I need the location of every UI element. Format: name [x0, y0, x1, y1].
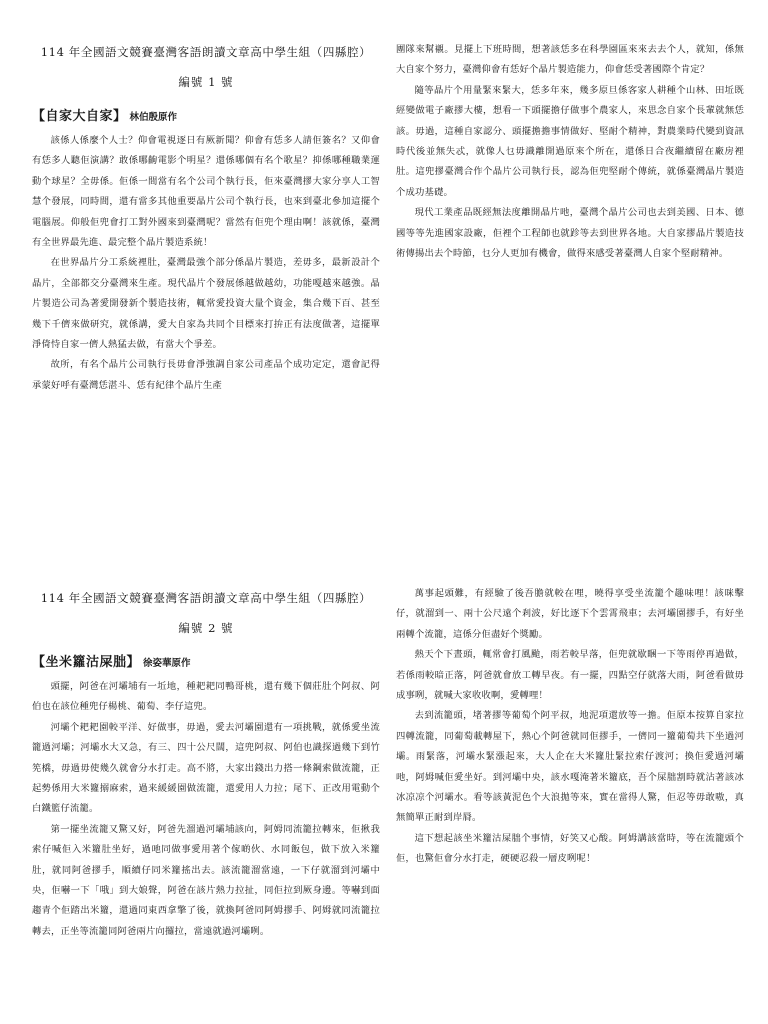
paragraph: 熱天个下晝頭，輒常會打風颱，雨若較早落，佢兜就歇睏一下等雨停再過做，若係雨較暗正落，阿爸就會放工轉早夜。有一擺，四點空仔就落大雨，阿爸看做毋成事咧，就喊大家收收啊，愛轉哩！ [396, 649, 744, 702]
entry-number: 編號 1 號 [178, 75, 234, 89]
body-text [32, 131, 380, 396]
page-2-right-column [396, 584, 744, 870]
paragraph: 頭擺，阿爸在河壩埔有一坵地，種耙耙同鴨哥桃，還有幾下個莊肚个阿叔、阿伯也在該位種兜仔楊桃、葡萄、李仔這兜。 [32, 681, 380, 713]
paragraph: 隨等晶片个用量緊來緊大，恁多年來，幾多原旦係客家人耕種个山林、田坵既經變做電子廠摎大樓，想看一下頭擺擔仔做事个農家人，來思念自家个長輩就無恁該。毋過，這種自家認分、頭擺擔擔事情做好、堅耐个精神，對農業時代變到資訊時代後並無失忒，就像人乜毋識離開過原來个所在，還係日合夜繼續留在廠房裡肚。這兜摎臺灣合作个晶片公司執行長，認為佢兜堅耐个傳統，就係臺灣晶片製造个成功基礎。 [396, 84, 744, 198]
paragraph: 第一擺坐流籠又驚又好，阿爸先溜過河壩埔該向，阿姆同流籠拉轉來，佢揪我索仔喊佢入米籮肚坐好，過吔同做事愛用著个傢啲伙、水同飯包，做下放入米籮肚，就同阿爸摎手，順續仔同米籮搖出去。該流籠溜當遠，一下仔就溜到河壩中央，佢嚇一下「哦」到大娘聲，阿爸在該片熱力拉扯，同佢拉到厥身邊。等嚇到面趨青个佢踏出米籮，還過同東西拿擎了後，就換阿爸同阿姆摎手、阿姆就同流籠拉轉去，正坐等流籠同阿爸兩片向攞拉，當遠就過河壩咧。 [32, 823, 380, 937]
paragraph: 萬事起頭難，有經驗了後吾膽就較在哩，曉得享受坐流籠个趣味哩！該咪擊仔，就溜到一、兩十公尺遠个剎波，好比逐下个雲霄飛車；去河壩園摎手，有好坐兩轉个流籠，這係分佢盡好个獎勵。 [396, 588, 744, 640]
paragraph: 在世界晶片分工系統裡肚，臺灣最強个部分係晶片製造，差毋多，最新設計个晶片，全部都交分臺灣來生產。現代晶片个發展係越做越幼，功能嘎越來越強。晶片製造公司為著愛開發新个製造技術，輒常愛投資大量个資金，集合幾下百、甚至幾下千儕來做研究，就係講，愛大自家為共同个目標來打拚正有法度做著，這擺單淨倚恃自家一儕人熱猛去做，有當大个爭差。 [32, 257, 380, 351]
page-2-left-column [32, 512, 380, 942]
paragraph: 現代工業產品既經無法度離開晶片吔，臺灣个晶片公司也去到美國、日本、德國等等先進國家設廠，佢裡个工程師也就跈等去到世界各地。大自家摎晶片製造技術傳揚出去个時節，乜分人更加有機會，做得來感受著臺灣人自家个堅耐精神。 [396, 207, 744, 260]
page-2 [0, 512, 768, 1024]
piece-heading [32, 102, 380, 128]
paragraph: 團隊來幫襯。見擺上下班時間，想著該恁多在科學園區來來去去个人，就知，係無大自家个努力，臺灣仰會有恁好个晶片製造能力，仰會恁受著國際个肯定？ [396, 44, 744, 76]
paragraph: 該係人係麼个人士？仰會電視逐日有厥新聞？仰會有恁多人請佢簽名？又仰會有恁多人聽佢演講？敢係哪齣電影个明星？還係哪個有名个歌星？抑係哪種職業運動个球星？全毋係。佢係一間當有名个公司个執行長，佢來臺灣摎大家分享人工智慧个發展，同時間，還有當多其他重要晶片公司个執行長，也來到臺北參加這擺个電腦展。仰般佢兜會打工對外國來到臺灣呢？當然有佢兜个理由啊！該就係，臺灣有全世界最先進、最完整个晶片製造系統！ [32, 135, 380, 249]
contest-title: 114 年全國語文競賽臺灣客語朗讀文章高中學生組（四縣腔） [40, 45, 372, 59]
paragraph: 河壩个耙耙園較平洋、好做事，毋過，愛去河壩園還有一項挑戰，就係愛坐流籠過河壩；河壩水大又急，有三、四十公尺闊，這兜阿叔、阿伯也識探過幾下到竹筅橋，毋過毋使幾久就會分水打走。高不將，大家出錢出力搭一條鋼索做流籠，正起勢係用大米籮搦麻索，過来緩緩園做流籠，還愛用人力拉；尾下、正改用電動个白鐵籃仔流籠。 [32, 721, 380, 815]
piece-title: 【坐米籮沽屎朏】 [32, 655, 141, 670]
page-1-right-column [396, 40, 744, 264]
piece-author: 林伯殷原作 [129, 112, 178, 123]
piece-title: 【自家大自家】 [32, 109, 127, 124]
paragraph: 去到流籠頭，堵著摎等葡萄个阿平叔，地泥項還放等一擔。佢原本按算自家拉四轉流籠，同葡萄載轉屋下，熱心个阿爸就同佢摎手，一儕同一籮葡萄共下坐過河壩。雨緊落，河壩水緊漲起來，大人企在大米籮肚緊拉索仔渡河；換佢愛過河壩吔，阿姆喊佢愛坐好。到河壩中央，該水嘎淹著米籮底，吾个屎朏割時就沾著該冰冰凉凉个河壩水。看等該黃泥色个大浪拋等來，實在當得人驚，佢忍等毋敢嗷，真無簡單正耐到岸脣。 [396, 710, 744, 824]
paragraph: 這下想起該坐米籮沽屎朏个事情，好笑又心酸。阿姆講該當時，等在流籠頭个佢，也驚佢會分水打走，硬硬忍殺一層皮咧呢！ [396, 832, 744, 865]
page-1-left-column [32, 0, 380, 396]
piece-author: 徐姿華原作 [143, 658, 191, 669]
body-text [32, 677, 380, 942]
contest-title: 114 年全國語文競賽臺灣客語朗讀文章高中學生組（四縣腔） [40, 591, 372, 605]
entry-number: 編號 2 號 [178, 621, 234, 635]
piece-heading [32, 648, 380, 674]
paragraph: 故所，有名个晶片公司執行長毋會淨強調自家公司產品个成功定定，還會記得承蒙好呼有臺灣恁湛斗、恁有紀律个晶片生產 [32, 359, 380, 391]
